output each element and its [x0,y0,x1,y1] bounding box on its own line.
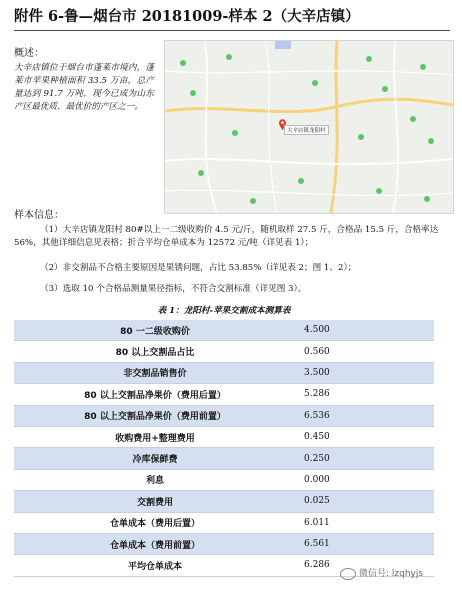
map-marker-icon [232,130,238,136]
map-marker-icon [382,86,388,92]
table-caption: 表 1：龙阳村-苹果交割成本测算表 [157,306,291,316]
table-row [14,448,434,469]
map-marker-icon [250,198,256,204]
location-map [164,40,454,214]
row-value: 6.536 [296,405,434,426]
row-name: 仓单成本（费用后置） [14,512,296,533]
row-value: 6.286 [296,555,434,576]
table-row [14,533,434,554]
map-marker-icon [312,80,318,86]
table-row [14,405,434,426]
watermark-text: 微信号: lzqhyjs [359,569,424,579]
table-row [14,320,434,341]
sample-info-label: 样本信息： [14,210,64,221]
map-marker-icon [198,170,204,176]
row-value: 0.450 [296,426,434,447]
table-row [14,426,434,447]
map-marker-icon [420,64,426,70]
row-name: 利息 [14,469,296,490]
row-name: 平均仓单成本 [14,555,296,576]
map-marker-icon [428,138,434,144]
map-marker-icon [376,188,382,194]
row-name: 80 以上交割品净果价（费用后置） [14,384,296,405]
sample-info-item-2: （2）非交割品不合格主要原因是果锈问题，占比 53.85%（详见表 2；图 1、2）； [40,263,357,273]
row-name: 仓单成本（费用前置） [14,533,296,554]
map-marker-icon [298,178,304,184]
map-marker-icon [410,116,416,122]
overview-label: 概述： [14,48,44,59]
row-value: 4.500 [296,320,434,341]
row-value: 3.500 [296,362,434,383]
map-pin-label: 大辛店镇龙阳村 [284,125,329,135]
row-value: 6.561 [296,533,434,554]
row-value: 0.025 [296,491,434,512]
table-row [14,384,434,405]
row-name: 80 以上交割品占比 [14,341,296,362]
row-value: 0.250 [296,448,434,469]
map-marker-icon [190,90,196,96]
row-name: 收购费用+整理费用 [14,426,296,447]
map-marker-icon [180,60,186,66]
table-row [14,512,434,533]
table-row [14,469,434,490]
document-title: 附件 6-鲁—烟台市 20181009-样本 2（大辛店镇） [14,8,360,25]
wechat-watermark [340,566,423,580]
row-name: 80 一二级收购价 [14,320,296,341]
row-name: 非交割品销售价 [14,362,296,383]
row-name: 交割费用 [14,491,296,512]
row-value: 0.000 [296,469,434,490]
row-name: 冷库保鲜费 [14,448,296,469]
title-divider [14,30,450,31]
table-row [14,362,434,383]
sample-info-item-1: （1）大辛店镇龙阳村 80#以上一二级收购价 4.5 元/斤，随机取样 27.5 斤，合格品 15.5 斤，合格率达 56%，其他详细信息见表格；折合平均仓单成本为 12572 元/吨（详见表 1）； [14,225,439,248]
table-row [14,491,434,512]
overview-text: 大辛店镇位于烟台市蓬莱市境内，蓬莱市苹果种植面积 33.5 万亩，总产量达到 91.7 万吨，现今已成为山东产区最优质、最优价的产区之一。 [14,63,154,112]
row-value: 0.560 [296,341,434,362]
table-row [14,341,434,362]
row-value: 6.011 [296,512,434,533]
map-marker-icon [226,54,232,60]
sample-info-item-3: （3）选取 10 个合格品测量果径指标，不符合交割标准（详见图 3）。 [40,284,307,294]
map-water [275,41,291,49]
row-value: 5.286 [296,384,434,405]
map-marker-icon [424,196,430,202]
wechat-icon [340,568,356,580]
cost-table [14,320,434,577]
map-marker-icon [358,134,364,140]
row-name: 80 以上交割品净果价（费用前置） [14,405,296,426]
map-marker-icon [366,56,372,62]
